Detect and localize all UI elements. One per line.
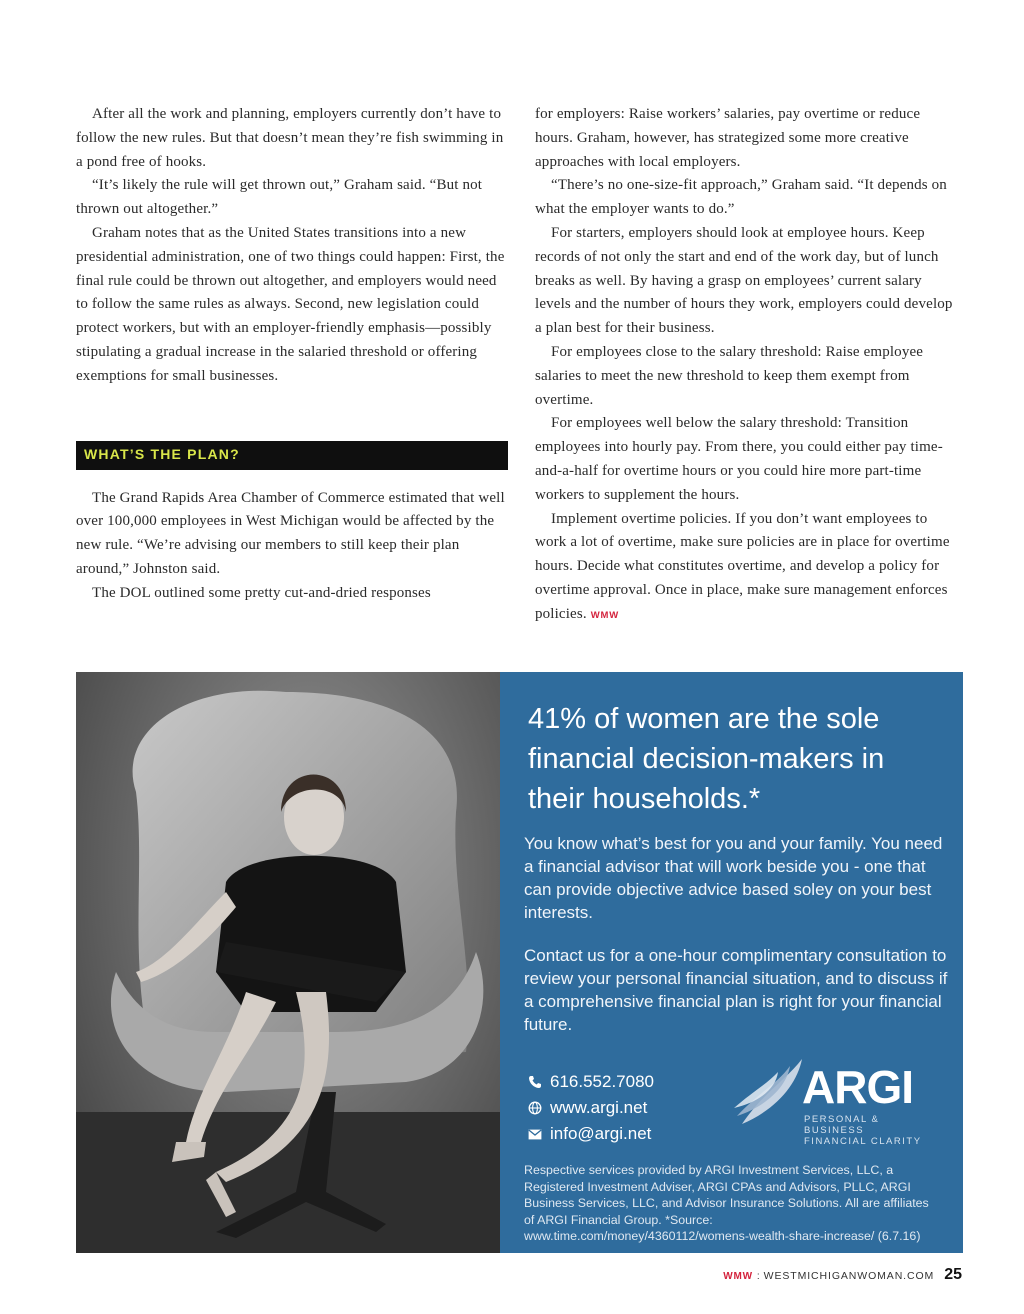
globe-icon — [524, 1101, 546, 1115]
ad-contact-list — [524, 1069, 654, 1147]
argi-advertisement — [76, 672, 963, 1253]
ad-photo-woman-in-chair — [76, 672, 500, 1253]
argi-tagline-line: FINANCIAL CLARITY — [804, 1136, 922, 1147]
ad-contact-email[interactable] — [524, 1121, 654, 1147]
section-spacer — [76, 389, 508, 441]
ad-website: www.argi.net — [550, 1098, 648, 1117]
end-mark: WMW — [590, 609, 620, 621]
argi-tagline — [804, 1114, 932, 1147]
article-paragraph: For starters, employers should look at employee hours. Keep records of not only the start and end of the work day, but of lunch breaks as well. By having a grasp on employees’ current salary levels and the number of hours they work, employers could develop a plan best for their business. — [535, 224, 953, 337]
article-last-paragraph — [535, 508, 961, 628]
article-paragraph: for employers: Raise workers’ salaries, pay overtime or reduce hours. Graham, however, has strategized some more creative approaches with local employers. — [535, 106, 921, 170]
ad-phone-number: 616.552.7080 — [550, 1072, 654, 1091]
argi-logo-text: ARGI — [802, 1061, 913, 1113]
ad-body-text: Contact us for a one-hour complimentary consultation to review your personal financial situation, and to discuss if a comprehensive financial plan is right for your financial future. — [524, 946, 948, 1034]
article-paragraph: “It’s likely the rule will get thrown out,” Graham said. “But not thrown out altogether.” — [76, 177, 483, 218]
ad-email: info@argi.net — [550, 1124, 652, 1143]
ad-contact-website[interactable] — [524, 1095, 654, 1121]
article-left-column — [76, 103, 508, 606]
section-heading: WHAT’S THE PLAN? — [84, 446, 240, 463]
ad-blue-panel — [500, 672, 963, 1253]
phone-icon — [524, 1075, 546, 1089]
ad-disclaimer: Respective services provided by ARGI Investment Services, LLC, a Registered Investment Adviser, ARGI CPAs and Advisors, PLLC, ARGI Business Services, LLC, and Advisor Insurance Solutions. All are affiliates of ARGI Financial Group. *Source: www.time.com/money/4360112/womens-wealth-share-increase/ (6.7.16) — [524, 1163, 929, 1243]
page-number: 25 — [944, 1266, 962, 1283]
article-paragraph-text: Implement overtime policies. If you don’t want employees to work a lot of overtime, make sure policies are in place for overtime hours. Decide what constitutes overtime, and develop a policy for overtime approval. Once in place, make sure management enforces policies. — [535, 510, 950, 622]
argi-feather-icon — [732, 1054, 812, 1134]
article-paragraph: After all the work and planning, employers currently don’t have to follow the new rules. But that doesn’t mean they’re fish swimming in a pond free of hooks. — [76, 106, 504, 170]
footer-separator: : — [756, 1271, 760, 1282]
ad-headline: 41% of women are the sole financial decision-makers in their households.* — [528, 703, 885, 815]
article-paragraph: “There’s no one-size-fit approach,” Graham said. “It depends on what the employer wants to do.” — [535, 177, 947, 218]
article-paragraph: For employees close to the salary threshold: Raise employee salaries to meet the new threshold to keep them exempt from overtime. — [535, 343, 924, 408]
argi-tagline-line: PERSONAL & BUSINESS — [804, 1114, 880, 1136]
mail-icon — [524, 1129, 546, 1140]
ad-contact-phone[interactable] — [524, 1069, 654, 1095]
article-paragraph: The Grand Rapids Area Chamber of Commerce estimated that well over 100,000 employees in West Michigan would be affected by the new rule. “We’re advising our members to still keep their plan around,” Johnston said. — [76, 489, 505, 577]
footer-brand: WMW — [723, 1271, 753, 1282]
footer-site[interactable]: WESTMICHIGANWOMAN.COM — [763, 1270, 935, 1282]
article-paragraph: Graham notes that as the United States transitions into a new presidential administration, one of two things could happen: First, the final rule could be thrown out altogether, and employers would need to follow the same rules as always. Second, new legislation could protect workers, but with an employer-friendly emphasis—possibly stipulating a gradual increase in the salaried threshold or offering exemptions for small businesses. — [76, 224, 505, 384]
article-paragraph: The DOL outlined some pretty cut-and-dried responses — [92, 584, 431, 601]
section-heading-bar — [76, 441, 508, 470]
argi-logo — [732, 1054, 932, 1147]
woman-in-chair-illustration — [76, 672, 500, 1253]
article-paragraph: For employees well below the salary threshold: Transition employees into hourly pay. From there, you could either pay time-and-a-half for overtime hours or you could hire more part-time workers to supplement the hours. — [535, 415, 943, 503]
ad-body-text: You know what’s best for you and your family. You need a financial advisor that will work beside you - one that can provide objective advice based soley on your best interests. — [524, 834, 943, 922]
article-right-column — [535, 103, 961, 628]
page-footer — [723, 1266, 962, 1284]
